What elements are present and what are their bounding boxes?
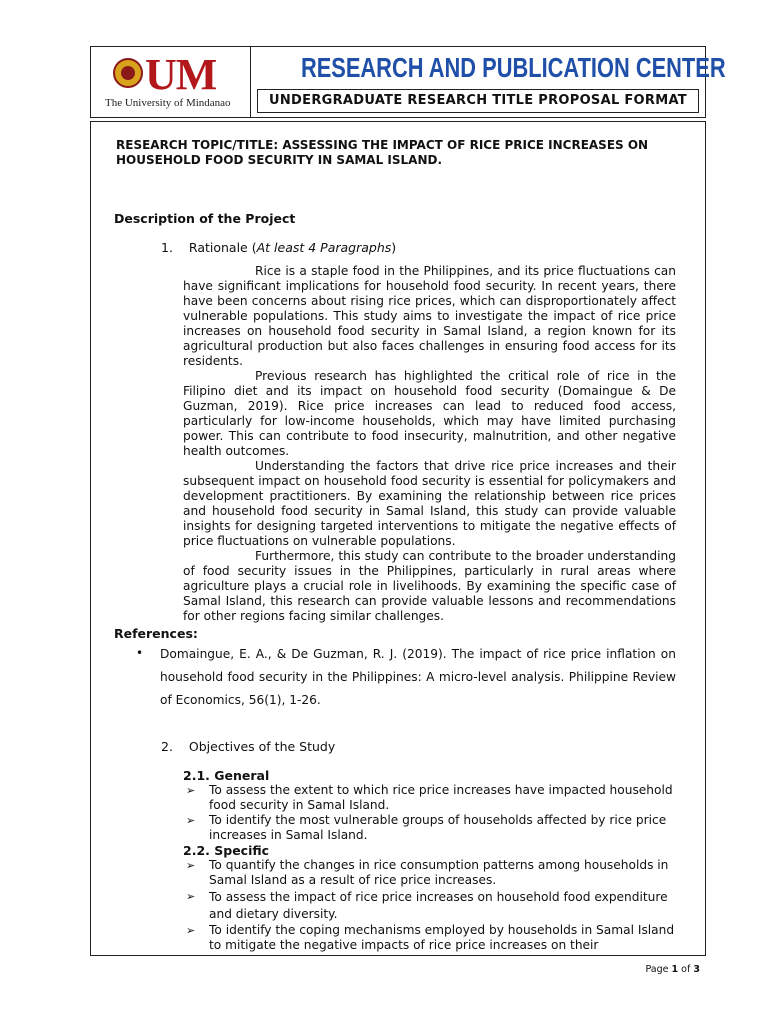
university-logo (91, 47, 251, 117)
arrow-bullet-icon: ➢ (186, 924, 196, 937)
rationale-paragraph (183, 549, 676, 624)
rationale-paragraph-text: Rice is a staple food in the Philippines, and its price fluctuations can have significant implications for household food security. In recent years, there have been concerns about rising rice prices, which can disproportionately affect vulnerable populations. This study aims to investigate the impact of rice price increases on household food security in Samal Island, a region known for its agricultural production but also faces challenges in ensuring food access for its residents. (183, 264, 676, 368)
references-heading: References: (114, 626, 198, 641)
arrow-bullet-icon: ➢ (186, 784, 196, 797)
page-word: Page (645, 964, 669, 975)
arrow-bullet-icon: ➢ (186, 859, 196, 872)
specific-objective-item: To quantify the changes in rice consumption patterns among households in Samal Island as a result of rice price increases. (209, 858, 669, 887)
logo-text: UM (145, 50, 217, 99)
reference-item: Domaingue, E. A., & De Guzman, R. J. (2019). The impact of rice price inflation on household food security in the Philippines: A micro-level analysis. Philippine Review of Economics, 56(1), 1-26. (160, 647, 676, 707)
research-title-line-2: HOUSEHOLD FOOD SECURITY IN SAMAL ISLAND. (116, 153, 443, 167)
rationale-paragraph (183, 369, 676, 459)
arrow-bullet-icon: ➢ (186, 814, 196, 827)
rationale-hint: At least 4 Paragraphs (256, 240, 392, 255)
center-name: RESEARCH AND PUBLICATION CENTER (300, 52, 726, 83)
arrow-bullet-icon: ➢ (186, 890, 196, 903)
objectives-label: Objectives of the Study (188, 739, 336, 754)
university-seal-icon (113, 58, 143, 88)
rationale-heading (161, 240, 396, 255)
objectives-number: 2. (161, 739, 173, 754)
of-word: of (681, 964, 691, 975)
research-title (116, 138, 696, 168)
rationale-number: 1. (161, 240, 173, 255)
page-number (645, 964, 700, 975)
rationale-paragraph-text: Previous research has highlighted the critical role of rice in the Filipino diet and its impact on household food security (Domaingue & De Guzman, 2019). Rice price increases can lead to reduced food access, particularly for low-income households, which may have limited purchasing power. This can contribute to food insecurity, malnutrition, and other negative health outcomes. (183, 369, 676, 458)
specific-objective-item: To assess the impact of rice price increases on household food expenditure and dietary diversity. (209, 890, 668, 921)
general-objective-item: To identify the most vulnerable groups of households affected by rice price increases in Samal Island. (209, 813, 667, 842)
total-pages: 3 (693, 964, 700, 975)
general-objectives-heading: 2.1. General (183, 768, 270, 783)
specific-objective-item: To identify the coping mechanisms employed by households in Samal Island to mitigate the negative impacts of rice price increases on their (209, 923, 675, 952)
format-title: UNDERGRADUATE RESEARCH TITLE PROPOSAL FORMAT (257, 89, 699, 113)
rationale-label: Rationale ( (188, 240, 257, 255)
rationale-paragraph (183, 264, 676, 369)
rationale-close: ) (391, 240, 397, 255)
current-page: 1 (671, 964, 679, 975)
research-title-line-1: RESEARCH TOPIC/TITLE: ASSESSING THE IMPACT OF RICE PRICE INCREASES ON (116, 138, 649, 152)
header-title-area (251, 47, 726, 117)
general-objective-item: To assess the extent to which rice price increases have impacted household food security in Samal Island. (209, 783, 673, 812)
logo-subtitle: The University of Mindanao (105, 97, 231, 109)
specific-objectives-heading: 2.2. Specific (183, 843, 270, 858)
document-header (90, 46, 726, 118)
rationale-paragraph-text: Understanding the factors that drive rice price increases and their subsequent impact on household food security is essential for policymakers and development practitioners. By examining the relationship between rice prices and household food security in Samal Island, this study can provide valuable insights for designing targeted interventions to mitigate the negative effects of price fluctuations on vulnerable populations. (183, 459, 676, 548)
bullet-icon: • (136, 646, 144, 660)
objectives-heading (161, 739, 335, 754)
rationale-paragraph (183, 459, 676, 549)
rationale-paragraph-text: Furthermore, this study can contribute to the broader understanding of food security issues in the Philippines, particularly in rural areas where agriculture plays a crucial role in livelihoods. By examining the specific case of Samal Island, this research can provide valuable lessons and recommendations for other regions facing similar challenges. (183, 549, 676, 623)
description-heading: Description of the Project (114, 211, 296, 226)
